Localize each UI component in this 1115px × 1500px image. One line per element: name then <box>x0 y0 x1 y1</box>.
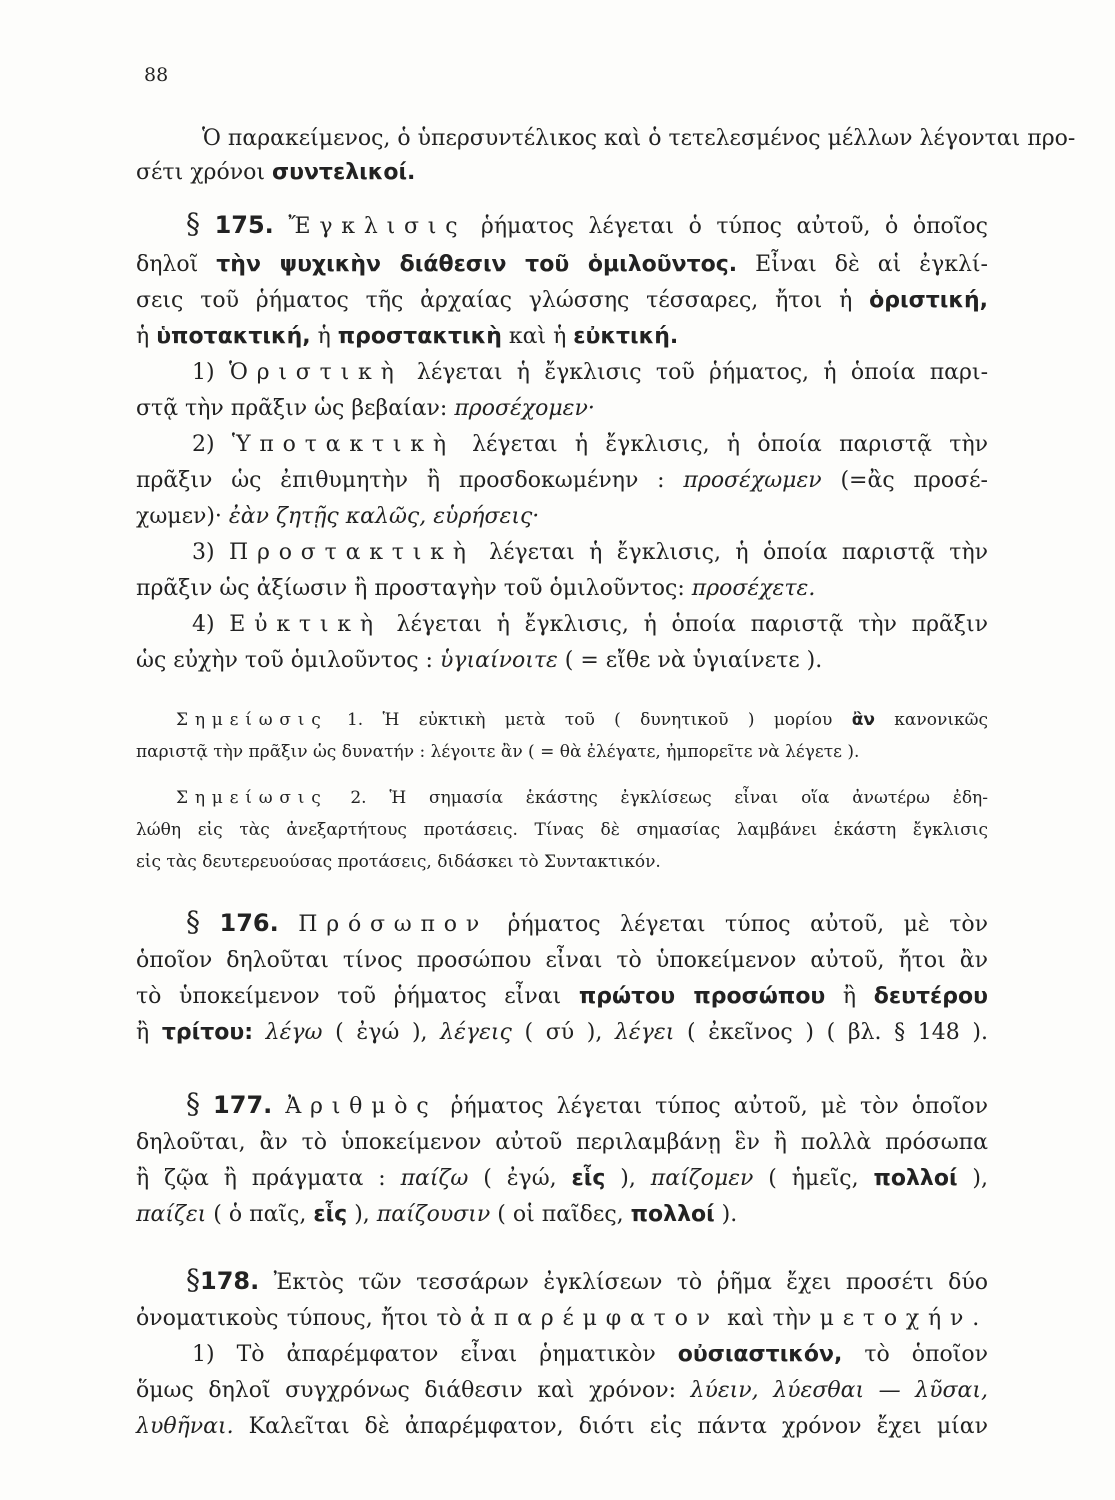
text-line: 2) Ὑποτακτικὴ λέγεται ἡ ἔγκλισις, ἡ ὁποία παριστᾷ τὴν <box>192 432 988 457</box>
text-line: ὅμως δηλοῖ συγχρόνως διάθεσιν καὶ χρόνον: λύειν, λύεσθαι — λῦσαι, <box>136 1378 988 1403</box>
text-line: Σημείωσις 1. Ἡ εὐκτικὴ μετὰ τοῦ ( δυνητικοῦ ) μορίου ἂν κανονικῶς <box>176 710 988 730</box>
text-line: 4) Εὐκτικὴ λέγεται ἡ ἔγκλισις, ἡ ὁποία παριστᾷ τὴν πρᾶξιν <box>192 612 989 637</box>
section-175 <box>136 207 989 673</box>
text-line: πρᾶξιν ὡς ἐπιθυμητὴν ἢ προσδοκωμένην : προσέχωμεν (=ἂς προσέ- <box>136 468 988 493</box>
section-178 <box>136 1263 988 1439</box>
note-1 <box>136 712 988 761</box>
text-line: σεις τοῦ ῥήματος τῆς ἀρχαίας γλώσσης τέσσαρες, ἤτοι ἡ ὁριστική, <box>136 288 988 313</box>
text-line: σέτι χρόνοι συντελικοί. <box>136 160 416 185</box>
text-line: δηλοῦται, ἂν τὸ ὑποκείμενον αὐτοῦ περιλαμβάνῃ ἓν ἢ πολλὰ πρόσωπα <box>136 1130 988 1155</box>
text-line: ὡς εὐχὴν τοῦ ὁμιλοῦντος : ὑγιαίνοιτε ( = εἴθε νὰ ὑγιαίνετε ). <box>136 648 823 673</box>
text-line: πρᾶξιν ὡς ἀξίωσιν ἢ προσταγὴν τοῦ ὁμιλοῦντος: προσέχετε. <box>136 576 816 601</box>
text-line: χωμεν)· ἐὰν ζητῇς καλῶς, εὑρήσεις· <box>136 504 540 529</box>
text-line: 3) Προστακτικὴ λέγεται ἡ ἔγκλισις, ἡ ὁποία παριστᾷ τὴν <box>192 540 988 565</box>
section-sign: § <box>186 905 200 938</box>
example-word: προσέχομεν· <box>454 396 595 421</box>
spaced-term: Ἔγκλισις <box>288 214 467 239</box>
section-heading-line: §178. Ἐκτὸς τῶν τεσσάρων ἐγκλίσεων τὸ ῥῆμα ἔχει προσέτι δύο <box>186 1263 988 1296</box>
section-number: 177. <box>213 1091 273 1119</box>
section-177 <box>136 1087 988 1227</box>
text-line: εἰς τὰς δευτερευούσας προτάσεις, διδάσκει τὸ Συντακτικόν. <box>136 852 661 872</box>
bold-term: τὴν ψυχικὴν διάθεσιν τοῦ ὁμιλοῦντος. <box>216 252 738 277</box>
text-line: στᾷ τὴν πρᾶξιν ὡς βεβαίαν: προσέχομεν· <box>136 396 595 421</box>
text-line: παριστᾷ τὴν πρᾶξιν ὡς δυνατήν : λέγοιτε ἂν ( = θὰ ἐλέγατε, ἠμπορεῖτε νὰ λέγετε ). <box>136 742 860 762</box>
text-line: 1) Ὁριστικὴ λέγεται ἡ ἔγκλισις τοῦ ῥήματος, ἡ ὁποία παρι- <box>192 360 988 385</box>
text-line: ὀνοματικοὺς τύπους, ἤτοι τὸ ἀπαρέμφατον καὶ τὴν μετοχήν. <box>136 1306 988 1331</box>
section-heading-line: § 176. Πρόσωπον ῥήματος λέγεται τύπος αὐτοῦ, μὲ τὸν <box>186 905 989 938</box>
text-line: Σημείωσις 2. Ἡ σημασία ἑκάστης ἐγκλίσεως εἶναι οἵα ἀνωτέρω ἐδη- <box>176 788 988 808</box>
text-line: λώθη εἰς τὰς ἀνεξαρτήτους προτάσεις. Τίνας δὲ σημασίας λαμβάνει ἑκάστη ἔγκλισις <box>136 820 988 840</box>
intro-paragraph <box>136 126 1076 185</box>
note-2 <box>136 790 988 871</box>
text-line: λυθῆναι. Καλεῖται δὲ ἀπαρέμφατον, διότι εἰς πάντα χρόνον ἔχει μίαν <box>136 1414 988 1439</box>
section-number: 175. <box>214 211 274 239</box>
section-sign: § <box>186 1263 200 1296</box>
text-line: ἡ ὑποτακτική, ἡ προστακτικὴ καὶ ἡ εὐκτική. <box>136 324 679 349</box>
text-line: ἢ ζῷα ἢ πράγματα : παίζω ( ἐγώ, εἷς ), παίζομεν ( ἡμεῖς, πολλοί ), <box>136 1166 988 1191</box>
section-176 <box>136 905 989 1045</box>
section-heading-line: § 175. Ἔγκλισις ῥήματος λέγεται ὁ τύπος αὐτοῦ, ὁ ὁποῖος <box>186 207 988 240</box>
text-line: παίζει ( ὁ παῖς, εἷς ), παίζουσιν ( οἱ παῖδες, πολλοί ). <box>136 1202 738 1227</box>
section-number: 178. <box>200 1267 260 1295</box>
section-number: 176. <box>219 909 279 937</box>
page-number: 88 <box>144 64 169 86</box>
section-sign: § <box>186 207 200 240</box>
section-sign: § <box>186 1087 200 1120</box>
bold-term: συντελικοί. <box>271 160 416 185</box>
bold-term: ὁριστική, <box>869 288 988 313</box>
text-line: ἢ τρίτου: λέγω ( ἐγώ ), λέγεις ( σύ ), λέγει ( ἐκεῖνος ) ( βλ. § 148 ). <box>136 1020 989 1045</box>
text-line: δηλοῖ τὴν ψυχικὴν διάθεσιν τοῦ ὁμιλοῦντος. Εἶναι δὲ αἱ ἐγκλί- <box>136 252 988 277</box>
text-line: 1) Τὸ ἀπαρέμφατον εἶναι ῥηματικὸν οὐσιαστικόν, τὸ ὁποῖον <box>192 1342 988 1367</box>
text-line: Ὁ παρακείμενος, ὁ ὑπερσυντέλικος καὶ ὁ τετελεσμένος μέλλων λέγονται προ- <box>202 126 1076 151</box>
text-line: τὸ ὑποκείμενον τοῦ ῥήματος εἶναι πρώτου προσώπου ἢ δευτέρου <box>136 984 988 1009</box>
text-line: ὁποῖον δηλοῦται τίνος προσώπου εἶναι τὸ ὑποκείμενον αὐτοῦ, ἤτοι ἂν <box>136 948 988 973</box>
section-heading-line: § 177. Ἀριθμὸς ῥήματος λέγεται τύπος αὐτοῦ, μὲ τὸν ὁποῖον <box>186 1087 988 1120</box>
